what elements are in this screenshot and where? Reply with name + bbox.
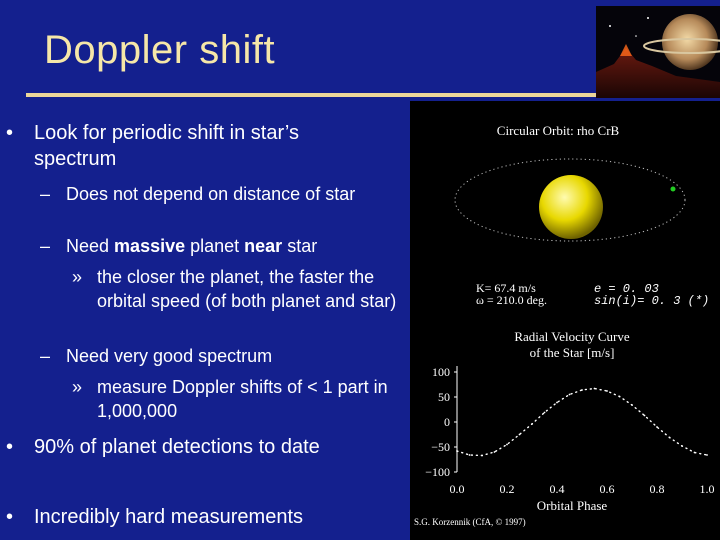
chart-title-line2: of the Star [m/s] bbox=[529, 345, 615, 360]
y-tick-label: −50 bbox=[431, 440, 450, 454]
bullet-text: 90% of planet detections to date bbox=[34, 436, 320, 458]
orbit-title: Circular Orbit: rho CrB bbox=[496, 123, 620, 138]
param-omega: ω = 210.0 deg. bbox=[476, 293, 547, 307]
chart-axes bbox=[425, 365, 714, 496]
sub-bullet-text: Need very good spectrum bbox=[66, 346, 273, 366]
velocity-point bbox=[694, 452, 696, 454]
chevron-glyph: » bbox=[72, 267, 83, 287]
planet-dot bbox=[671, 187, 676, 192]
velocity-point bbox=[619, 396, 621, 398]
title-underline bbox=[26, 93, 608, 97]
velocity-point bbox=[606, 390, 608, 392]
x-axis-label: Orbital Phase bbox=[536, 498, 608, 513]
velocity-point bbox=[531, 423, 533, 425]
param-sini: sin(i)= 0. 3 (*) bbox=[594, 294, 710, 308]
y-tick-label: −100 bbox=[425, 465, 450, 479]
slide-title: Doppler shift bbox=[44, 28, 276, 72]
emphasis-near: near bbox=[244, 236, 283, 256]
emphasis-massive: massive bbox=[114, 236, 186, 256]
chart-series bbox=[456, 388, 708, 457]
velocity-point bbox=[681, 445, 683, 447]
credit-line: S.G. Korzennik (CfA, © 1997) bbox=[414, 517, 526, 527]
velocity-point bbox=[631, 404, 633, 406]
velocity-point bbox=[494, 451, 496, 453]
text-run: star bbox=[282, 236, 318, 256]
velocity-point bbox=[569, 394, 571, 396]
velocity-point bbox=[519, 434, 521, 436]
x-tick-label: 1.0 bbox=[699, 482, 715, 496]
text-run: planet bbox=[185, 236, 245, 256]
velocity-curve bbox=[457, 389, 707, 456]
chevron-glyph: » bbox=[72, 377, 83, 397]
y-tick-label: 100 bbox=[432, 365, 450, 379]
sub-bullet-text bbox=[66, 234, 396, 258]
x-tick-label: 0.2 bbox=[499, 482, 515, 496]
velocity-point bbox=[469, 454, 471, 456]
velocity-point bbox=[456, 450, 458, 452]
y-tick-label: 0 bbox=[444, 415, 450, 429]
bullet-text: Look for periodic shift in star’s spectrum bbox=[34, 122, 299, 170]
bullet-text: Incredibly hard measurements bbox=[34, 506, 304, 528]
x-tick-label: 0.6 bbox=[599, 482, 615, 496]
radial-velocity-figure bbox=[410, 101, 720, 540]
sub-sub-bullet-text: the closer the planet, the faster the orbital speed (of both planet and star) bbox=[97, 267, 397, 311]
dash-glyph: – bbox=[40, 346, 51, 366]
dash-glyph: – bbox=[40, 236, 51, 256]
velocity-point bbox=[706, 454, 708, 456]
param-k: K= 67.4 m/s bbox=[476, 281, 536, 295]
velocity-point bbox=[556, 402, 558, 404]
velocity-point bbox=[656, 426, 658, 428]
figure-canvas bbox=[410, 101, 720, 540]
sub-bullet-text: Does not depend on distance of star bbox=[66, 184, 356, 204]
velocity-point bbox=[544, 412, 546, 414]
ringed-planet-artwork bbox=[596, 6, 720, 98]
x-tick-label: 0.4 bbox=[549, 482, 565, 496]
velocity-point bbox=[481, 455, 483, 457]
x-tick-label: 0.0 bbox=[449, 482, 465, 496]
sub-sub-bullet-text: measure Doppler shifts of < 1 part in 1,000,000 bbox=[97, 377, 388, 421]
param-e: e = 0. 03 bbox=[594, 282, 659, 296]
bullet-glyph: • bbox=[6, 506, 14, 528]
text-run: Need bbox=[66, 236, 115, 256]
velocity-point bbox=[669, 437, 671, 439]
x-tick-label: 0.8 bbox=[649, 482, 665, 496]
y-tick-label: 50 bbox=[438, 390, 450, 404]
velocity-point bbox=[581, 389, 583, 391]
dash-glyph: – bbox=[40, 184, 51, 204]
chart-title-line1: Radial Velocity Curve bbox=[514, 329, 630, 344]
velocity-point bbox=[644, 415, 646, 417]
star-disk bbox=[539, 175, 603, 239]
velocity-point bbox=[594, 388, 596, 390]
bullet-glyph: • bbox=[6, 436, 14, 458]
velocity-point bbox=[506, 444, 508, 446]
bullet-glyph: • bbox=[6, 122, 14, 144]
